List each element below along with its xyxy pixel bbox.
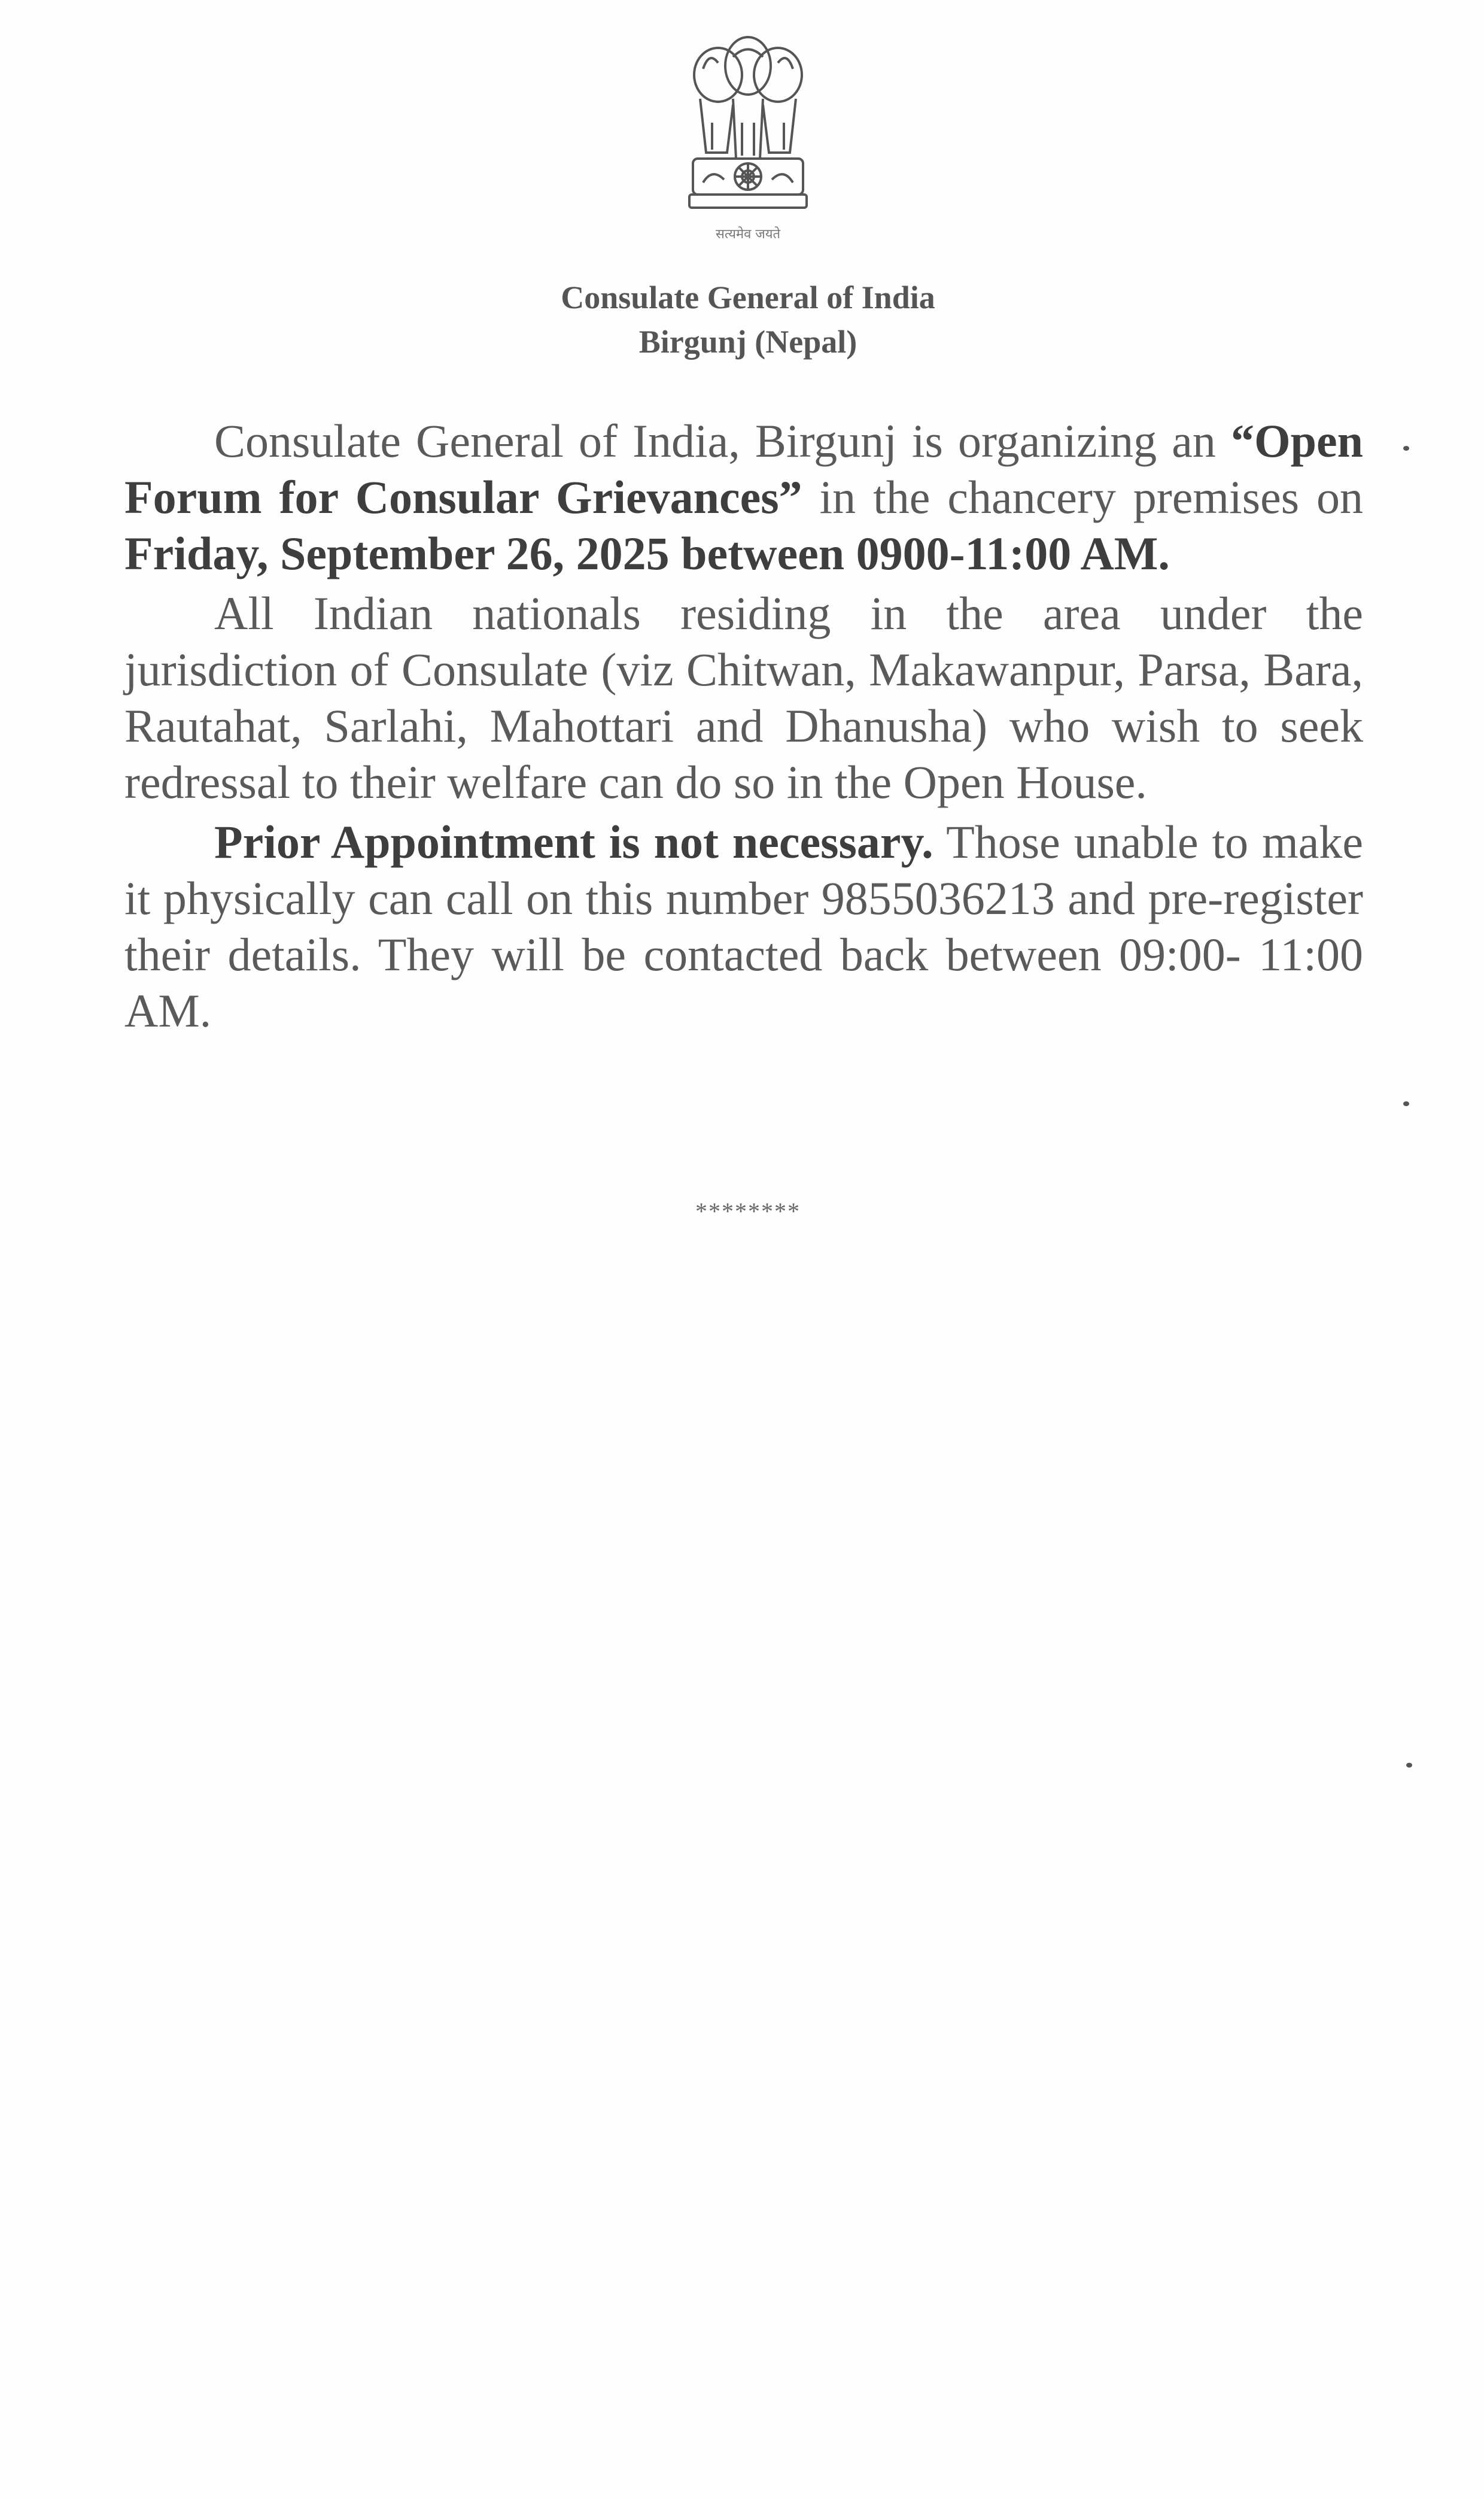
notice-body (124, 413, 1363, 1043)
event-name: “Open Forum for Consular Grievances” (124, 415, 1363, 523)
paragraph-eligibility: All Indian nationals residing in the area under the jurisdiction of Consulate (viz Chitwan, Makawanpur, Parsa, Bara, Rautahat, Sarlahi, Mahottari and Dhanusha) who wish to seek redressal to their welfare can do so in the Open House. (124, 587, 1363, 808)
event-datetime: Friday, September 26, 2025 between 0900-11:00 AM. (124, 527, 1170, 579)
letterhead (443, 275, 1053, 364)
appointment-note: Prior Appointment is not necessary. (214, 816, 933, 868)
consulate-location: Birgunj (Nepal) (638, 324, 857, 360)
scan-speck (1406, 1763, 1412, 1768)
emblem-motto: सत्यमेव जयते (715, 227, 781, 242)
consulate-name: Consulate General of India (561, 280, 935, 315)
paragraph-announcement: Consulate General of India, Birgunj is organizing an “Open Forum for Consular Grievances” in the chancery premises on Friday, September 26, 2025 between 0900-11:00 AM. (124, 415, 1363, 579)
paragraph-appointment: Prior Appointment is not necessary. Those unable to make it physically can call on this number 9855036213 and pre-register their details. They will be contacted back between 09:00- 11:00 AM. (124, 816, 1363, 1037)
scan-speck (1403, 446, 1409, 451)
national-emblem-icon (682, 33, 814, 230)
end-marker: ******** (695, 1198, 801, 1225)
scan-speck (1403, 1101, 1409, 1106)
